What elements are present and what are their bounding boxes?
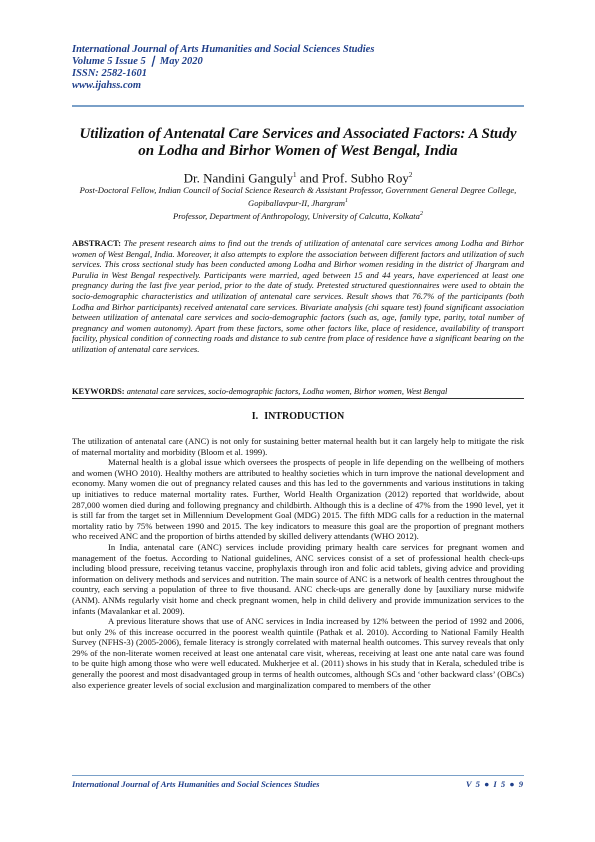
- abstract: [72, 238, 524, 355]
- journal-url[interactable]: www.ijahss.com: [72, 80, 142, 91]
- author-name: Dr. Nandini Ganguly: [183, 170, 294, 186]
- author-affil-marker: 2: [408, 171, 413, 179]
- paragraph: In India, antenatal care (ANC) services include providing primary health care services for pregnant women and management of the foetus. According to National guidelines, ANC services consist of a set of professional health check-ups including blood pressure, receiving tetanus vaccine, prophylaxis through iron and folic acid tablets, giving advice and providing information on delivery methods and services and nutrition. The main source of ANC is a network of health centres throughout the country, each serving a population of three to five thousand. ANC check-ups are generally done by [auxiliary nurse midwife (ANM). ANMs regularly visit home and check pregnant women, help in child delivery and provide immunization services to the infants (Mavalankar et al. 2009).: [72, 541, 524, 616]
- affiliations: [72, 185, 524, 222]
- journal-header: [72, 44, 524, 92]
- affiliation-1: Post-Doctoral Fellow, Indian Council of Social Science Research & Assistant Professor, Government General Degree College, Gopiballavpur-II, Jhargram$^1$: [79, 185, 517, 208]
- footer-journal: International Journal of Arts Humanities and Social Sciences Studies: [72, 779, 320, 789]
- paragraph: Maternal health is a global issue which oversees the prospects of people in life depending on the wellbeing of mothers and women (WHO 2010). Healthy mothers are attributed to healthy societies which in turn improve the national development and economy. Many women die out of pregnancy related causes and this has led to the governments and various institutions in taking up initiatives to reduce maternal mortality rates. Further, World Health Organization (2012) reported that worldwide, about 287,000 women died during and following pregnancy and childbirth. Although this is a decline of 47% from the 1990 level, yet it is still far from the target set in Millennium Development Goal (MDG) 2015. The fifth MDG calls for a reduction in the maternal mortality ratio by 75% between 1990 and 2015. The key indicators to measure this goal are the proportion of pregnant mothers who received ANC and the proportion of births attended by skilled delivery attendants (WHO 2012).: [72, 457, 524, 542]
- paragraph: The utilization of antenatal care (ANC) is not only for sustaining better maternal health but it can largely help to mitigate the risk of maternal mortality and morbidity (Bloom et al. 1999).: [72, 436, 524, 457]
- journal-volume: Volume 5 Issue 5 ❘ May 2020: [72, 56, 203, 67]
- journal-issn: ISSN: 2582-1601: [72, 68, 147, 79]
- page-footer: [72, 779, 524, 790]
- footer-page-info: V 5 ● I 5 ● 9: [465, 779, 524, 789]
- paper-title: Utilization of Antenatal Care Services and Associated Factors: A Study on Lodha and Birhor Women of West Bengal, India: [79, 126, 517, 159]
- keywords-text: antenatal care services, socio-demographic factors, Lodha women, Birhor women, West Bengal: [124, 387, 448, 396]
- author-name: Prof. Subho Roy: [321, 170, 409, 186]
- section-number: I.: [251, 411, 259, 422]
- keywords-label: KEYWORDS:: [72, 387, 125, 396]
- author-affil-marker: 1: [293, 171, 297, 179]
- keywords-divider: [72, 398, 524, 399]
- affiliation-2: Professor, Department of Anthropology, University of Calcutta, Kolkata$^2$: [173, 210, 423, 221]
- section-title: INTRODUCTION: [264, 411, 345, 422]
- author-conjunction: and: [296, 170, 322, 186]
- author-line: [72, 168, 524, 185]
- abstract-text: The present research aims to find out the trends of utilization of antenatal care services among Lodha and Birhor women of West Bengal, India. Moreover, it also attempts to explore the association between different factors and utilization of such services. This cross sectional study has been conducted among Lodha and Birhor women residing in the district of Jhargram and Purulia in West Bengal respectively. Participants were married, aged between 15 and 44 years, have experienced at least one pregnancy during the last five year period, prior to the date of study. Pretested structured questionnaires were used to obtain the socio-demographic characteristics and utilization of antenatal care services. Result shows that 76.7% of the participants (both Lodha and Birhor participants) received antenatal care services. Bivariate analysis (chi square test) found significant association between utilization of antenatal care services and socio-demographic factors (such as, age, family type, parity, total number of pregnancy and women autonomy). Apart from these factors, some other factors like, place of residence, availability of transport facility, physical condition of connecting roads and distance to sub centre from place of residence have a significant bearing on the utilization of antenatal care services.: [72, 238, 524, 354]
- section-heading: [72, 411, 524, 423]
- journal-name: International Journal of Arts Humanities and Social Sciences Studies: [72, 44, 375, 55]
- keywords: [72, 387, 524, 398]
- abstract-label: ABSTRACT:: [72, 238, 122, 248]
- paragraph: A previous literature shows that use of ANC services in India increased by 12% between the period of 1992 and 2006, but only 2% of this increase occurred in the poorest wealth quintile (Pathak et al. 2010). According to National Family Health Survey (NFHS-3) (2005-2006), female literacy is strongly correlated with maternal health outcomes. This survey reveals that only 29% of the non-literate women received at least one antenatal care visit, whereas, receiving at least one ante natal care was found to be quite high among those who were well educated. Mukherjee et al. (2011) shows in his study that in Kerala, scheduled tribe is generally the poorest and most disadvantaged group in terms of health outcomes, although SCs and ‘other backward class’ (OBCs) also experience greater levels of social exclusion and marginalization compared to members of the other: [72, 616, 524, 690]
- body-text: [72, 436, 524, 690]
- header-divider: [72, 105, 524, 107]
- footer-divider: [72, 775, 524, 776]
